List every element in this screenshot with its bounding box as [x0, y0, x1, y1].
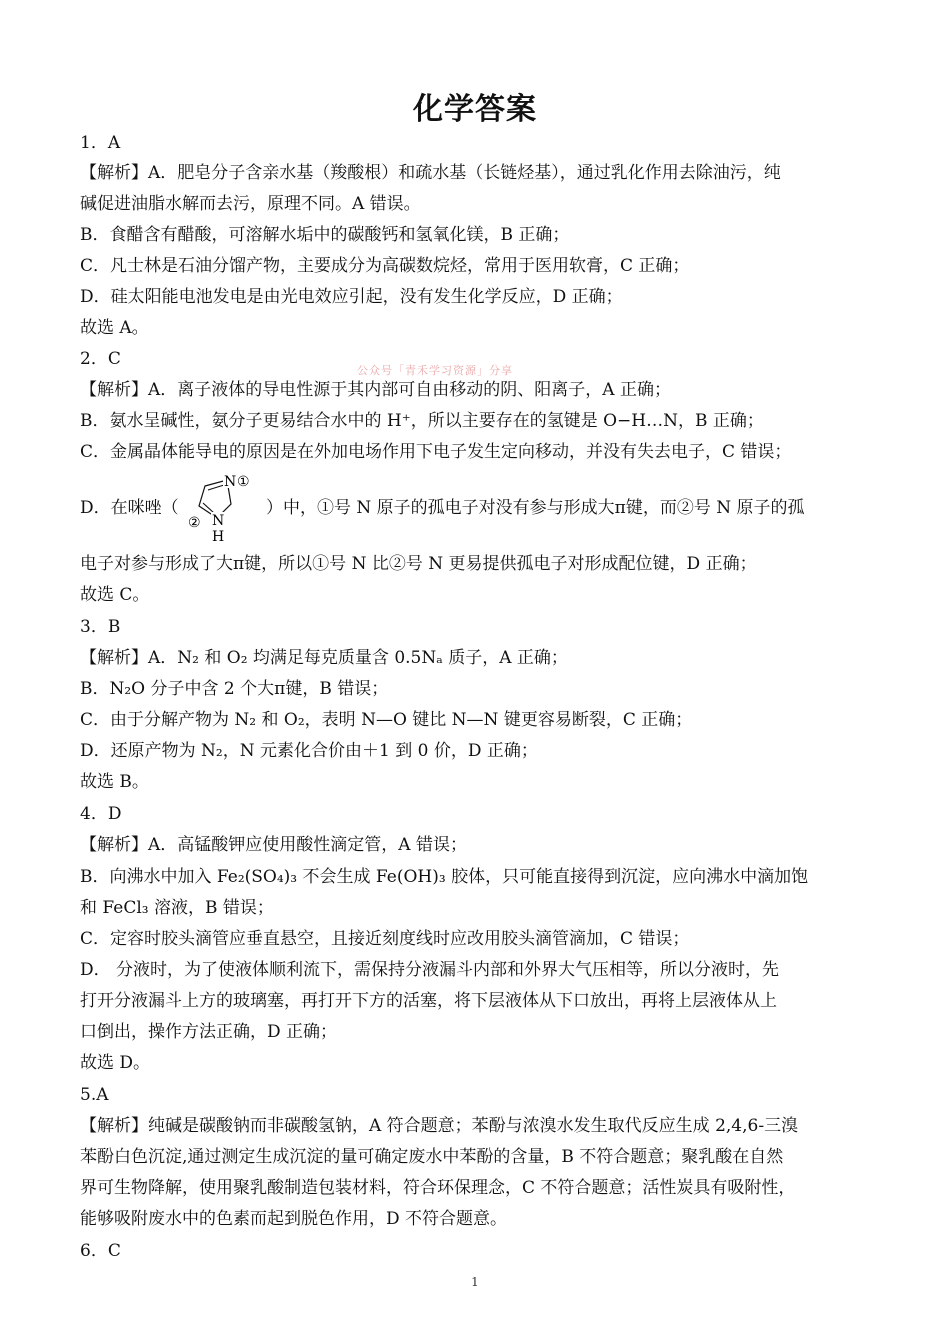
text-line: 打开分液漏斗上方的玻璃塞，再打开下方的活塞，将下层液体从下口放出，再将上层液体从上	[80, 991, 777, 1011]
text-line: 口倒出，操作方法正确，D 正确；	[80, 1022, 338, 1042]
text-line: 5.A	[80, 1085, 109, 1105]
text-line: 故选 D。	[80, 1053, 151, 1073]
text-line: 【解析】A．肥皂分子含亲水基（羧酸根）和疏水基（长链烃基），通过乳化作用去除油污，纯	[80, 163, 781, 183]
text-line: 故选 B。	[80, 772, 149, 792]
text-line: D． 分液时，为了使液体顺利流下，需保持分液漏斗内部和外界大气压相等，所以分液时，先	[80, 960, 780, 980]
h-label: H	[212, 529, 225, 545]
text-line: 3．B	[80, 617, 121, 637]
text-line: C．定容时胶头滴管应垂直悬空，且接近刻度线时应改用胶头滴管滴加，C 错误；	[80, 929, 690, 949]
text-line: 1．A	[80, 133, 121, 153]
text-line: 【解析】A．高锰酸钾应使用酸性滴定管，A 错误；	[80, 835, 467, 855]
text-line: B．N₂O 分子中含 2 个大π键，B 错误；	[80, 679, 389, 699]
text-line: 碱促进油脂水解而去污，原理不同。A 错误。	[80, 194, 421, 214]
text-line: 苯酚白色沉淀,通过测定生成沉淀的量可确定废水中苯酚的含量，B 不符合题意；聚乳酸在自然	[80, 1147, 784, 1167]
n2-label: N	[212, 513, 225, 529]
text-line: D．还原产物为 N₂，N 元素化合价由＋1 到 0 价，D 正确；	[80, 741, 538, 761]
n2-mark: ②	[188, 515, 201, 531]
page-number: 1	[471, 1275, 479, 1289]
d-line-prefix: D．在咪唑（	[80, 498, 179, 518]
text-line: 和 FeCl₃ 溶液，B 错误；	[80, 898, 274, 918]
text-line: 故选 C。	[80, 585, 150, 605]
text-line: 2．C	[80, 349, 121, 369]
imidazole-structure	[187, 470, 257, 546]
text-line: 【解析】A．离子液体的导电性源于其内部可自由移动的阴、阳离子，A 正确；	[80, 380, 671, 400]
double-bond	[208, 485, 224, 490]
text-line: 4．D	[80, 804, 122, 824]
text-line: C．由于分解产物为 N₂ 和 O₂，表明 N—O 键比 N—N 键更容易断裂，C 正确；	[80, 710, 693, 730]
n1-label: N	[224, 474, 237, 490]
text-line: 电子对参与形成了大π键，所以①号 N 比②号 N 更易提供孤电子对形成配位键，D 正确；	[80, 554, 757, 574]
text-line: C．凡士林是石油分馏产物，主要成分为高碳数烷烃，常用于医用软膏，C 正确；	[80, 256, 690, 276]
text-line: B．氨水呈碱性，氨分子更易结合水中的 H⁺，所以主要存在的氢键是 O−H…N，B 正确；	[80, 411, 764, 431]
text-line: C．金属晶体能导电的原因是在外加电场作用下电子发生定向移动，并没有失去电子，C 错误；	[80, 442, 792, 462]
text-line: 故选 A。	[80, 318, 149, 338]
page-title: 化学答案	[413, 92, 537, 127]
text-line: 界可生物降解，使用聚乳酸制造包装材料，符合环保理念，C 不符合题意；活性炭具有吸附性，	[80, 1178, 796, 1198]
d-line-suffix: ）中，①号 N 原子的孤电子对没有参与形成大π键，而②号 N 原子的孤	[266, 498, 805, 518]
text-line: 【解析】纯碱是碳酸钠而非碳酸氢钠，A 符合题意；苯酚与浓溴水发生取代反应生成 2,4,6-三溴	[80, 1116, 799, 1136]
text-line: 【解析】A．N₂ 和 O₂ 均满足每克质量含 0.5Nₐ 质子，A 正确；	[80, 648, 568, 668]
text-line: B．向沸水中加入 Fe₂(SO₄)₃ 不会生成 Fe(OH)₃ 胶体，只可能直接得到沉淀，应向沸水中滴加饱	[80, 867, 809, 887]
text-line: 6．C	[80, 1241, 121, 1261]
text-line: B．食醋含有醋酸，可溶解水垢中的碳酸钙和氢氧化镁，B 正确；	[80, 225, 570, 245]
text-line: D．硅太阳能电池发电是由光电效应引起，没有发生化学反应，D 正确；	[80, 287, 623, 307]
text-line: 能够吸附废水中的色素而起到脱色作用，D 不符合题意。	[80, 1209, 508, 1229]
double-bond	[203, 503, 214, 513]
watermark: 公众号「青禾学习资源」分享	[357, 364, 513, 377]
n1-mark: ①	[237, 474, 250, 490]
